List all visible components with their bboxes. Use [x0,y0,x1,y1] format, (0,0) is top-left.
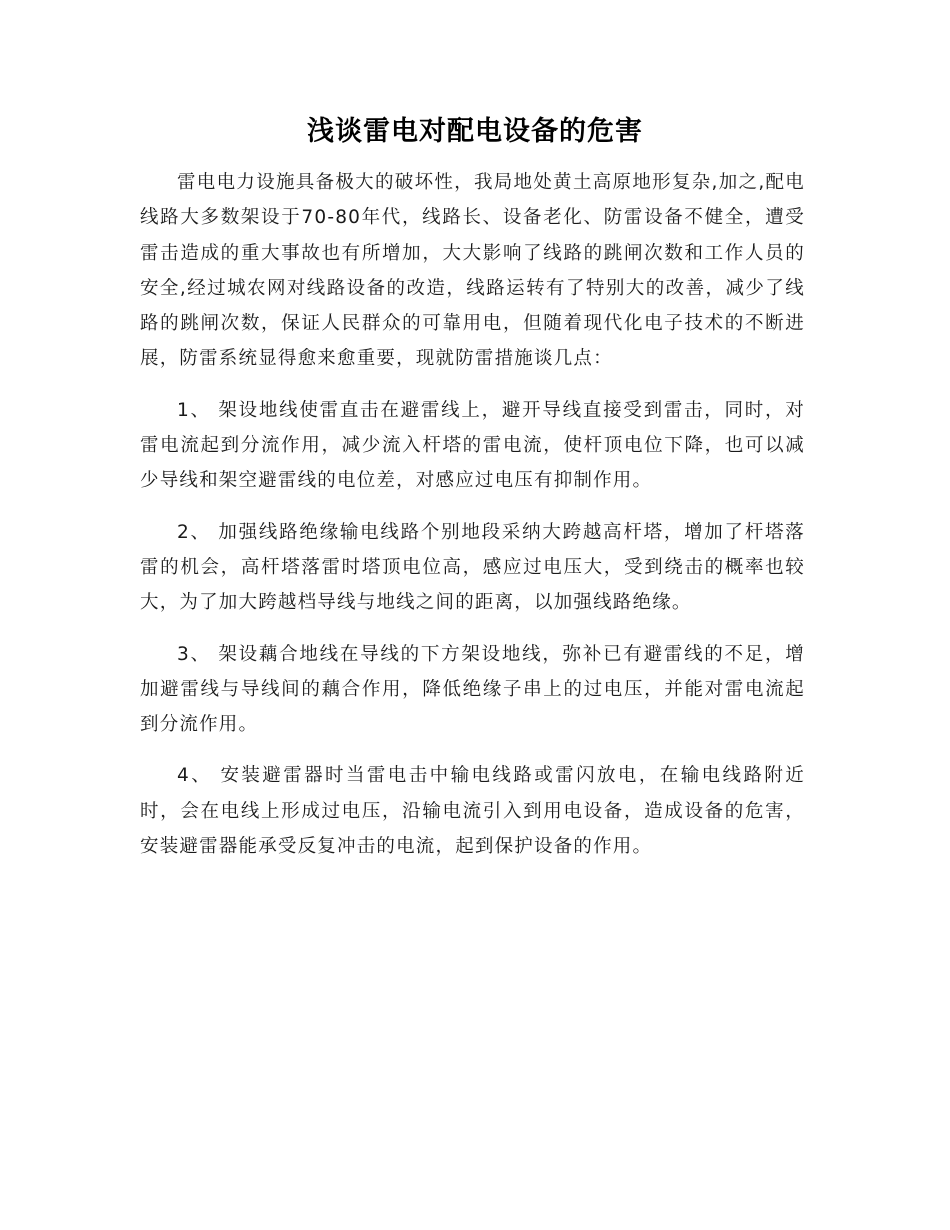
list-item-text: 安装避雷器时当雷电击中输电线路或雷闪放电，在输电线路附近时，会在电线上形成过电压，沿输电流引入到用电设备，造成设备的危害，安装避雷器能承受反复冲击的电流，起到保护设备的作用。 [140,765,806,858]
list-item-2 [140,515,805,621]
list-item-number: 4、 [177,765,213,787]
list-item-number: 1、 [177,399,211,421]
list-item-text: 架设地线使雷直击在避雷线上，避开导线直接受到雷击，同时，对雷电流起到分流作用，减少流入杆塔的雷电流，使杆顶电位下降，也可以减少导线和架空避雷线的电位差，对感应过电压有抑制作用。 [140,399,805,492]
list-item-3 [140,637,805,743]
intro-paragraph: 雷电电力设施具备极大的破坏性，我局地处黄土高原地形复杂,加之,配电线路大多数架设于70-80年代，线路长、设备老化、防雷设备不健全，遭受雷击造成的重大事故也有所增加，大大影响了线路的跳闸次数和工作人员的安全,经过城农网对线路设备的改造，线路运转有了特别大的改善，减少了线路的跳闸次数，保证人民群众的可靠用电，但随着现代化电子技术的不断进展，防雷系统显得愈来愈重要，现就防雷措施谈几点： [140,172,805,370]
list-item-1 [140,393,805,499]
list-item-number: 3、 [177,643,211,665]
list-item-text: 加强线路绝缘输电线路个别地段采纳大跨越高杆塔，增加了杆塔落雷的机会，高杆塔落雷时塔顶电位高，感应过电压大，受到绕击的概率也较大，为了加大跨越档导线与地线之间的距离，以加强线路绝缘。 [140,521,805,614]
document-body [140,165,805,864]
document-title: 浅谈雷电对配电设备的危害 [307,116,643,147]
list-item-number: 2、 [177,521,211,543]
list-item-4 [140,758,805,864]
list-item-text: 架设藕合地线在导线的下方架设地线，弥补已有避雷线的不足，增加避雷线与导线间的藕合作用，降低绝缘子串上的过电压，并能对雷电流起到分流作用。 [140,643,805,736]
